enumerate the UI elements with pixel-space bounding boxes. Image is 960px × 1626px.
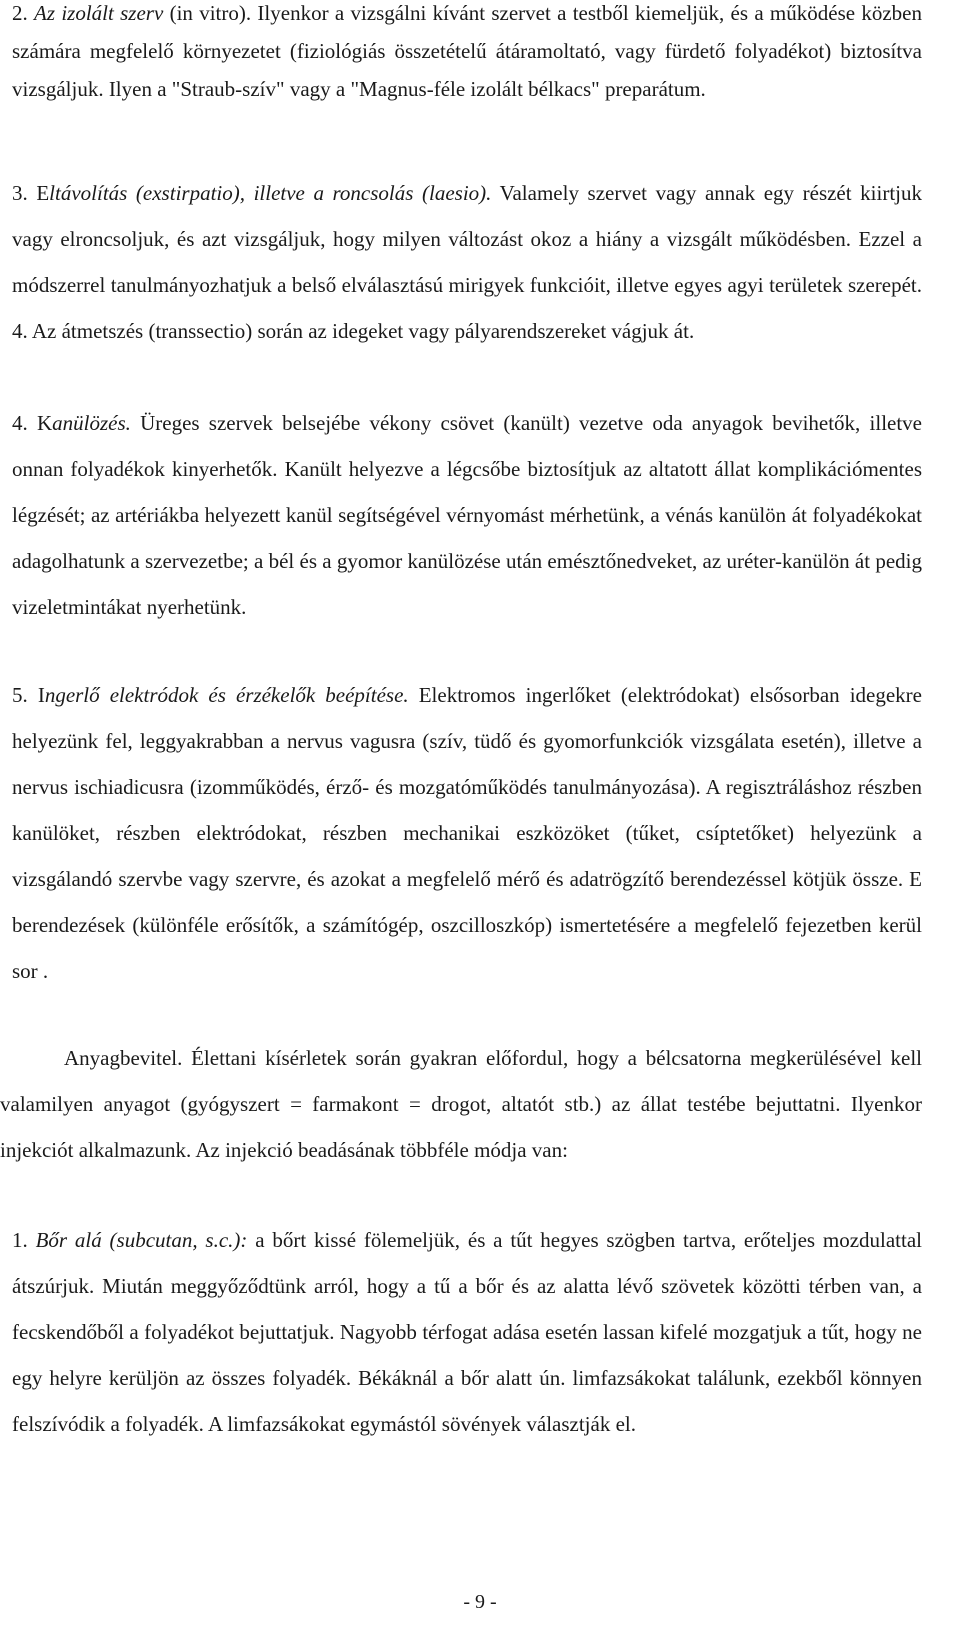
paragraph-isolated-organ [12,0,922,108]
item-text: Valamely szervet vagy annak egy részét kiirtjuk vagy elroncsoljuk, és azt vizsgáljuk, hogy milyen változást okoz a hiány a vizsgált működésben. Ezzel a módszerrel tanulmányozhatjuk a belső elválasztású mirigyek funkcióit, illetve egyes agyi területek szerepét. 4. Az átmetszés (transsectio) során az idegeket vagy pályarendszereket vágjuk át. [12,181,923,343]
item-title: Bőr alá (subcutan, s.c.): [35,1228,248,1252]
page-number: - 9 - [463,1591,497,1613]
item-title: Az izolált szerv [34,1,164,25]
item-number: 2. [12,1,35,25]
paragraph-substance-delivery [0,1035,922,1173]
paragraph-removal [12,170,922,354]
item-text: Üreges szervek belsejébe vékony csövet (kanült) vezetve oda anyagok bevihetők, illetve onnan folyadékok kinyerhetők. Kanült helyezve a légcsőbe biztosítjuk az altatott állat komplikációmentes légzését; az artériákba helyezett kanül segítségével vérnyomást mérhetünk, a vénás kanülön át folyadékokat adagolhatunk a szervezetbe; a bél és a gyomor kanülözése után emésztőnedveket, az uréter-kanülön át pedig vizeletmintákat nyerhetünk. [12,411,923,619]
paragraph-electrodes [12,672,922,994]
paragraph-cannulation [12,400,922,630]
item-text: (in vitro). Ilyenkor a vizsgálni kívánt szervet a testből kiemeljük, és a működése közben számára megfelelő környezetet (fiziológiás összetételű átáramoltató, vagy fürdető folyadékot) biztosítva vizsgáljuk. Ilyen a "Straub-szív" vagy a "Magnus-féle izolált bélkacs" preparátum. [12,1,923,101]
paragraph-subcutaneous [12,1217,922,1447]
item-title: ltávolítás (exstirpatio), illetve a roncsolás (laesio). [49,181,492,205]
item-number: 3. E [12,181,50,205]
item-text: a bőrt kissé fölemeljük, és a tűt hegyes szögben tartva, erőteljes mozdulattal átszúrjuk. Miután meggyőződtünk arról, hogy a tű a bőr és az alatta lévő szövetek közötti térben van, a fecskendőből a folyadékot bejuttatjuk. Nagyobb térfogat adása esetén lassan kifelé mozgatjuk a tűt, hogy ne egy helyre kerüljön az összes folyadék. Békáknál a bőr alatt ún. limfazsákokat találunk, ezekből könnyen felszívódik a folyadék. A limfazsákokat egymástól sövények választják el. [12,1228,923,1436]
item-number: 1. [12,1228,36,1252]
item-text: Anyagbevitel. Élettani kísérletek során gyakran előfordul, hogy a bélcsatorna megkerülésével kell valamilyen anyagot (gyógyszert = farmakont = drogot, altatót stb.) az állat testébe bejuttatni. Ilyenkor injekciót alkalmazunk. Az injekció beadásának többféle módja van: [0,1046,922,1162]
item-number: 4. K [12,411,53,435]
item-text: Elektromos ingerlőket (elektródokat) elsősorban idegekre helyezünk fel, leggyakrabban a nervus vagusra (szív, tüdő és gyomorfunkciók vizsgálata esetén), illetve a nervus ischiadicusra (izomműködés, érző- és mozgatóműködés tanulmányozása). A regisztráláshoz részben kanülöket, részben elektródokat, részben mechanikai eszközöket (tűket, csíptetőket) helyezünk a vizsgálandó szervbe vagy szervre, és azokat a megfelelő mérő és adatrögzítő berendezéssel kötjük össze. E berendezések (különféle erősítők, a számítógép, oszcilloszkóp) ismertetésére a megfelelő fejezetben kerül sor . [12,683,922,983]
item-title: ngerlő elektródok és érzékelők beépítése. [44,683,409,707]
item-number: 5. I [12,683,45,707]
item-title: anülözés. [52,411,131,435]
